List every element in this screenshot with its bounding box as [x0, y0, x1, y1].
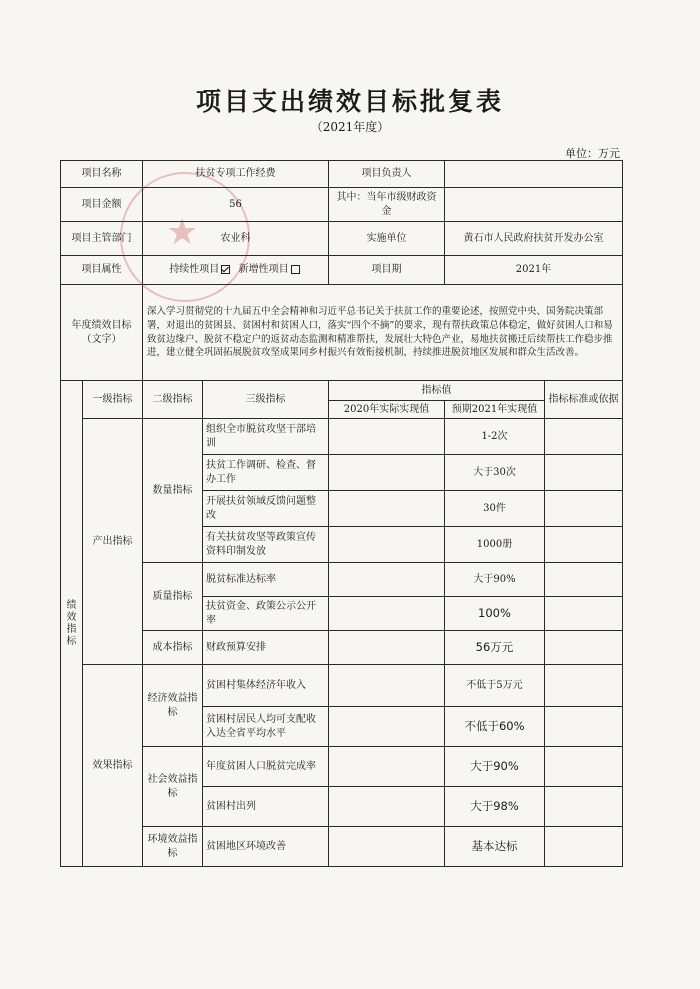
- indicator-expected: 56万元: [445, 631, 545, 665]
- project-leader-label: 项目负责人: [329, 161, 445, 188]
- annual-goal-text: 深入学习贯彻党的十九届五中全会精神和习近平总书记关于扶贫工作的重要论述，按照党中央、国务院决策部署，对退出的贫困县、贫困村和贫困人口，落实“四个不摘”的要求，现有帮扶政策总体稳定，做好贫困人口和易致贫边缘户、脱贫不稳定户的返贫动态监测和精准帮扶，发展壮大特色产业，易地扶贫搬迁后续帮扶工作稳步推进，建立健全巩固拓展脱贫攻坚成果同乡村振兴有效衔接机制，持续推进脱贫地区发展和群众生活改善。: [143, 285, 623, 381]
- indicator-actual: [329, 827, 445, 867]
- indicator-actual: [329, 747, 445, 787]
- indicator-name: 开展扶贫领域反馈问题整改: [203, 491, 329, 527]
- header-basis: 指标标准或依据: [545, 381, 623, 419]
- indicator-basis: [545, 563, 623, 597]
- indicator-name: 组织全市脱贫攻坚干部培训: [203, 419, 329, 455]
- project-attr-value: [143, 256, 329, 285]
- indicator-basis: [545, 827, 623, 867]
- project-amount-value: 56: [143, 188, 329, 222]
- indicator-name: 扶贫工作调研、检查、督办工作: [203, 455, 329, 491]
- annual-goal-label: 年度绩效目标 （文字）: [61, 285, 143, 381]
- project-leader-value: [445, 161, 623, 188]
- impl-unit-label: 实施单位: [329, 222, 445, 256]
- indicator-basis: [545, 707, 623, 747]
- performance-table: [60, 160, 623, 867]
- indicator-expected: 1000册: [445, 527, 545, 563]
- project-name-label: 项目名称: [61, 161, 143, 188]
- indicator-basis: [545, 455, 623, 491]
- dept-value: 农业科: [143, 222, 329, 256]
- project-attr-label: 项目属性: [61, 256, 143, 285]
- project-name-value: 扶贫专项工作经费: [143, 161, 329, 188]
- indicator-basis: [545, 527, 623, 563]
- indicator-name: 扶贫资金、政策公示公开率: [203, 597, 329, 631]
- project-period-value: 2021年: [445, 256, 623, 285]
- indicator-basis: [545, 491, 623, 527]
- indicator-name: 贫困村居民人均可支配收入达全省平均水平: [203, 707, 329, 747]
- indicator-actual: [329, 563, 445, 597]
- municipal-funds-value: [445, 188, 623, 222]
- indicator-expected: 大于30次: [445, 455, 545, 491]
- indicator-actual: [329, 527, 445, 563]
- indicator-expected: 1-2次: [445, 419, 545, 455]
- indicator-expected: 大于98%: [445, 787, 545, 827]
- indicator-name: 贫困村集体经济年收入: [203, 665, 329, 707]
- indicator-actual: [329, 665, 445, 707]
- cost-indicators-label: 成本指标: [143, 631, 203, 665]
- indicator-expected: 30件: [445, 491, 545, 527]
- indicator-expected: 大于90%: [445, 747, 545, 787]
- page-subtitle: （2021年度）: [310, 120, 390, 134]
- header-level3: 三级指标: [203, 381, 329, 419]
- header-actual-2020: 2020年实际实现值: [329, 401, 445, 419]
- unit-label: 单位：万元: [565, 147, 620, 160]
- quantity-indicators-label: 数量指标: [143, 419, 203, 563]
- indicators-side-label: 绩效指标: [61, 381, 83, 867]
- continuing-project-label: 持续性项目: [169, 264, 220, 276]
- indicator-actual: [329, 631, 445, 665]
- indicator-name: 财政预算安排: [203, 631, 329, 665]
- indicator-expected: 100%: [445, 597, 545, 631]
- indicator-actual: [329, 491, 445, 527]
- dept-label: 项目主管部门: [61, 222, 143, 256]
- indicator-expected: 基本达标: [445, 827, 545, 867]
- indicator-basis: [545, 665, 623, 707]
- social-indicators-label: 社会效益指标: [143, 747, 203, 827]
- page-title: 项目支出绩效目标批复表: [195, 87, 504, 116]
- indicator-name: 贫困村出列: [203, 787, 329, 827]
- project-period-label: 项目期: [329, 256, 445, 285]
- indicator-basis: [545, 747, 623, 787]
- env-indicators-label: 环境效益指标: [143, 827, 203, 867]
- header-level2: 二级指标: [143, 381, 203, 419]
- indicator-actual: [329, 597, 445, 631]
- indicator-expected: 不低于5万元: [445, 665, 545, 707]
- indicator-basis: [545, 597, 623, 631]
- indicator-name: 年度贫困人口脱贫完成率: [203, 747, 329, 787]
- header-expected-2021: 预期2021年实现值: [445, 401, 545, 419]
- continuing-project-checkbox: [221, 265, 230, 274]
- indicator-name: 有关扶贫攻坚等政策宣传资料印制发放: [203, 527, 329, 563]
- indicator-actual: [329, 707, 445, 747]
- indicator-actual: [329, 787, 445, 827]
- official-seal: ★: [120, 172, 250, 302]
- indicator-name: 贫困地区环境改善: [203, 827, 329, 867]
- economic-indicators-label: 经济效益指标: [143, 665, 203, 747]
- header-values: 指标值: [329, 381, 545, 401]
- indicator-name: 脱贫标准达标率: [203, 563, 329, 597]
- output-indicators-label: 产出指标: [83, 419, 143, 665]
- project-amount-label: 项目金额: [61, 188, 143, 222]
- indicator-expected: 大于90%: [445, 563, 545, 597]
- header-level1: 一级指标: [83, 381, 143, 419]
- indicator-actual: [329, 455, 445, 491]
- effect-indicators-label: 效果指标: [83, 665, 143, 867]
- indicator-basis: [545, 631, 623, 665]
- indicator-basis: [545, 419, 623, 455]
- impl-unit-value: 黄石市人民政府扶贫开发办公室: [445, 222, 623, 256]
- indicator-actual: [329, 419, 445, 455]
- municipal-funds-label: 其中：当年市级财政资金: [329, 188, 445, 222]
- indicator-basis: [545, 787, 623, 827]
- new-project-checkbox: [291, 265, 300, 274]
- quality-indicators-label: 质量指标: [143, 563, 203, 631]
- indicator-expected: 不低于60%: [445, 707, 545, 747]
- new-project-label: 新增性项目: [238, 264, 289, 276]
